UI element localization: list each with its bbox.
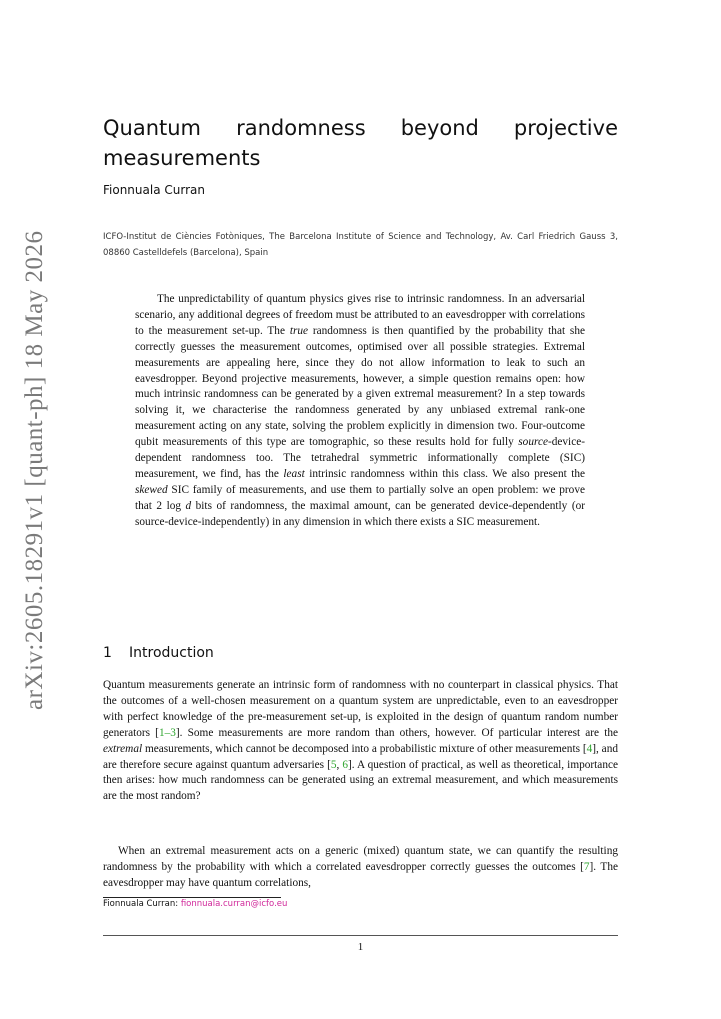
citation-link[interactable]: 1–3 [158, 726, 176, 739]
abstract-text: intrinsic randomness within this class. We also present the [304, 467, 585, 480]
intro-paragraph-2 [103, 844, 618, 892]
abstract-text: -device-dependent randomness too. The tetrahedral symmetric informationally complete (SIC) measurement, we find, has the [135, 436, 585, 480]
abstract-emphasis-least: least [283, 467, 305, 480]
arxiv-stamp: arXiv:2605.18291v1 [quant-ph] 18 May 2026 [21, 230, 48, 710]
abstract-text: randomness is then quantified by the probability that she correctly guesses the measurement outcomes, optimised over all possible strategies. Extremal measurements are appealing here, since they do not allow information to leak to such an eavesdropper. Beyond projective measurements, however, a simple question remains open: how much intrinsic randomness can be generated by a given extremal measurement? In a step towards solving it, we characterise the randomness generated by any unbiased extremal rank-one measurement acting on any state, solving the problem explicitly in dimension two. Four-outcome qubit measurements of this type are tomographic, so these results hold for fully [135, 324, 585, 449]
paragraph-text: Quantum measurements generate an intrinsic form of randomness with no counterpart in classical physics. That the outcomes of a well-chosen measurement on a quantum system are unpredictable, even to an eavesdropper with perfect knowledge of the pre-measurement set-up, is exploited in the design of quantum random number generators [ [103, 679, 618, 739]
citation-link[interactable]: 5 [330, 758, 337, 771]
intro-paragraph-1 [103, 678, 618, 805]
abstract-math-d: d [185, 499, 192, 512]
paragraph-text: ], and are therefore secure against quantum adversaries [ [103, 742, 618, 771]
section-title: Introduction [129, 645, 214, 661]
abstract-text: bits of randomness, the maximal amount, can be generated device-dependently (or source-device-independently) in any dimension in which there exists a SIC measurement. [135, 499, 585, 528]
abstract-emphasis-true: true [289, 324, 309, 337]
footnote-divider [103, 897, 281, 898]
paragraph-text: , [336, 758, 343, 771]
paragraph-text: ]. A question of practical, as well as theoretical, importance then arises: how much randomness can be generated using an extremal measurement, and which measurements are the most random? [103, 758, 618, 803]
footnote-label: Fionnuala Curran: [103, 899, 181, 909]
author-affiliation: ICFO-Institut de Ciències Fotòniques, The Barcelona Institute of Science and Technology, Av. Carl Friedrich Gauss 3, 08860 Castelldefels (Barcelona), Spain [103, 232, 618, 258]
paragraph-text: ]. The eavesdropper may have quantum correlations, [103, 860, 618, 889]
paragraph-text: When an extremal measurement acts on a generic (mixed) quantum state, we can quantify the resulting randomness by the probability with which a correlated eavesdropper correctly guesses the outcomes [ [103, 845, 618, 873]
footer-divider [103, 935, 618, 936]
citation-link[interactable]: 4 [586, 742, 593, 755]
abstract-emphasis-skewed: skewed [135, 483, 168, 496]
paper-title: Quantum randomness beyond projective measurements [103, 116, 618, 170]
page-number: 1 [357, 941, 364, 953]
citation-link[interactable]: 7 [583, 860, 590, 873]
section-number: 1 [103, 645, 112, 661]
emphasis-extremal: extremal [103, 742, 143, 755]
section-heading [103, 645, 214, 661]
abstract-text: SIC family of measurements, and use them to partially solve an open problem: we prove that 2 log [135, 483, 585, 512]
abstract-text: The unpredictability of quantum physics gives rise to intrinsic randomness. In an adversarial scenario, any additional degrees of freedom must be attributed to an eavesdropper with correlations to the measurement set-up. The [135, 293, 585, 337]
abstract-emphasis-source: source [518, 436, 548, 449]
abstract [135, 292, 585, 531]
author-name: Fionnuala Curran [103, 183, 205, 197]
email-link[interactable]: fionnuala.curran@icfo.eu [180, 899, 288, 909]
paragraph-text: ]. Some measurements are more random than others, however. Of particular interest are the [175, 726, 618, 739]
citation-link[interactable]: 6 [342, 758, 349, 771]
footnote [103, 899, 287, 909]
paragraph-text: measurements, which cannot be decomposed into a probabilistic mixture of other measurements [ [142, 742, 587, 755]
